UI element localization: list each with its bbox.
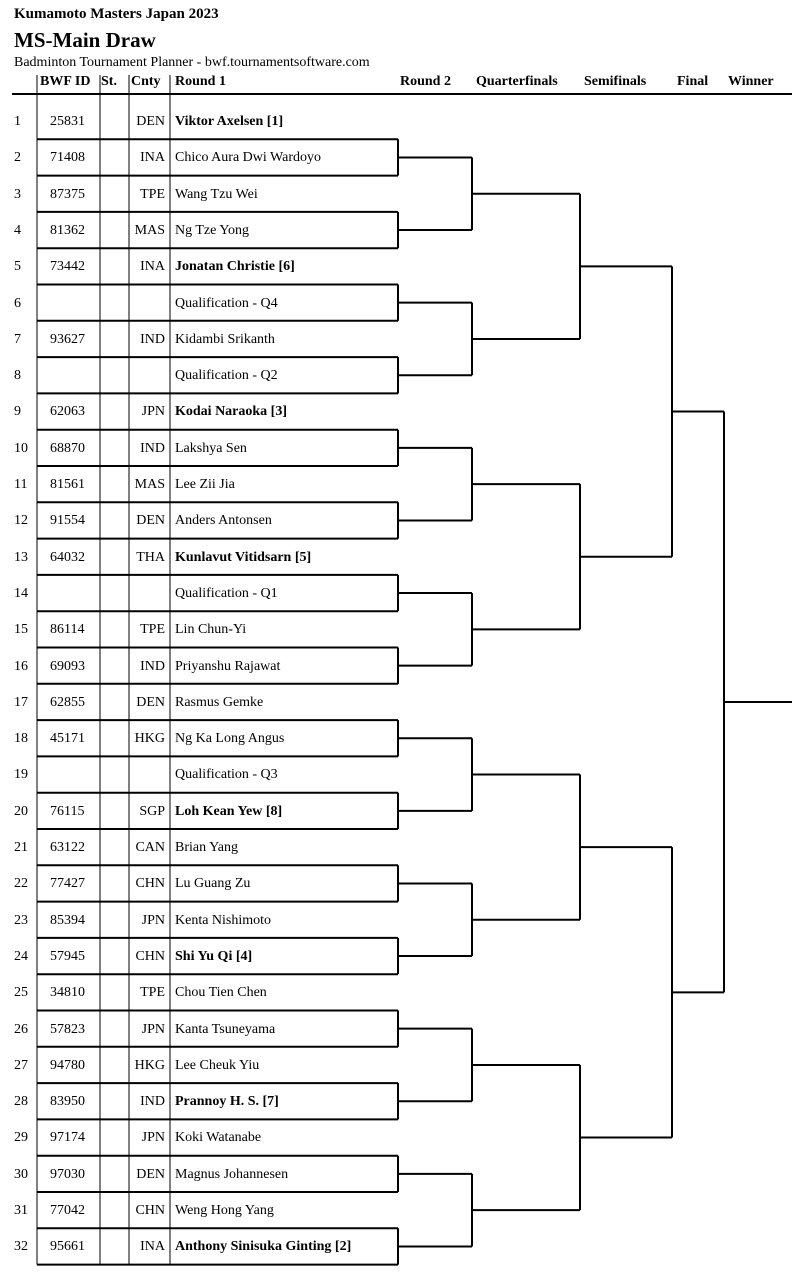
entry-player-name: Jonatan Christie [6] (175, 259, 295, 275)
entry-country: THA (136, 549, 165, 565)
entry-bwf-id: 71408 (50, 150, 85, 166)
entry-bwf-id: 25831 (50, 114, 85, 129)
entry-player-name: Viktor Axelsen [1] (175, 114, 284, 129)
entry-player-name: Wang Tzu Wei (175, 186, 258, 202)
entry-position: 25 (14, 985, 28, 1001)
col-header-round2: Round 2 (400, 74, 451, 89)
col-header-quarterfinals: Quarterfinals (476, 74, 558, 89)
entry-position: 27 (14, 1057, 28, 1073)
entry-country: DEN (136, 1166, 165, 1182)
entry-position: 21 (14, 840, 28, 855)
tournament-title: Kumamoto Masters Japan 2023 (14, 6, 219, 22)
entry-bwf-id: 93627 (50, 331, 85, 347)
entry-position: 23 (14, 912, 28, 928)
entry-player-name: Anders Antonsen (175, 513, 272, 529)
entry-position: 24 (14, 948, 28, 964)
entry-player-name: Lee Cheuk Yiu (175, 1057, 260, 1073)
entry-position: 26 (14, 1021, 28, 1037)
entry-country: IND (140, 331, 165, 347)
entry-position: 12 (14, 513, 28, 529)
col-header-semifinals: Semifinals (584, 74, 647, 89)
entry-bwf-id: 68870 (50, 440, 85, 456)
entry-position: 30 (14, 1166, 28, 1182)
entry-player-name: Kodai Naraoka [3] (175, 404, 287, 420)
entry-bwf-id: 34810 (50, 985, 85, 1001)
entry-country: JPN (141, 912, 165, 928)
entry-country: TPE (140, 622, 165, 638)
entry-player-name: Weng Hong Yang (175, 1203, 274, 1218)
entry-position: 15 (14, 622, 28, 638)
entry-position: 29 (14, 1130, 28, 1146)
entry-country: INA (140, 1239, 165, 1255)
entry-player-name: Brian Yang (175, 840, 239, 855)
entry-player-name: Anthony Sinisuka Ginting [2] (175, 1239, 352, 1255)
entry-position: 7 (14, 331, 21, 347)
entry-player-name: Chico Aura Dwi Wardoyo (175, 150, 321, 166)
entry-bwf-id: 81561 (50, 477, 85, 492)
entry-bwf-id: 94780 (50, 1057, 85, 1073)
entry-position: 18 (14, 731, 28, 747)
entry-player-name: Loh Kean Yew [8] (175, 803, 283, 819)
entry-bwf-id: 76115 (50, 803, 85, 819)
entry-position: 3 (14, 186, 21, 202)
entry-position: 5 (14, 259, 21, 275)
entry-position: 32 (14, 1239, 28, 1255)
entry-country: JPN (141, 404, 165, 420)
entry-country: JPN (141, 1021, 165, 1037)
entry-bwf-id: 62063 (50, 404, 85, 420)
entry-player-name: Koki Watanabe (175, 1130, 262, 1146)
entry-bwf-id: 57945 (50, 948, 85, 964)
col-header-country: Cnty (131, 74, 161, 89)
entry-player-name: Qualification - Q1 (175, 585, 278, 601)
entry-bwf-id: 97030 (50, 1166, 85, 1182)
entry-bwf-id: 77427 (50, 876, 85, 892)
entry-position: 8 (14, 368, 21, 384)
entry-country: SGP (139, 803, 165, 819)
entry-country: DEN (136, 694, 165, 710)
entry-player-name: Ng Tze Yong (175, 222, 250, 238)
entry-position: 19 (14, 767, 28, 783)
entry-country: HKG (134, 731, 165, 747)
entry-player-name: Qualification - Q2 (175, 368, 278, 384)
entry-country: HKG (134, 1057, 165, 1073)
entry-country: DEN (136, 513, 165, 529)
entry-player-name: Qualification - Q4 (175, 295, 278, 311)
entry-player-name: Qualification - Q3 (175, 767, 278, 783)
entry-bwf-id: 87375 (50, 186, 85, 202)
col-header-status: St. (101, 74, 117, 89)
entry-position: 10 (14, 440, 28, 456)
entry-country: IND (140, 1094, 165, 1110)
entry-position: 17 (14, 694, 28, 710)
entry-player-name: Priyanshu Rajawat (175, 658, 281, 674)
entry-bwf-id: 57823 (50, 1021, 85, 1037)
col-header-final: Final (677, 74, 709, 89)
entry-country: INA (140, 150, 165, 166)
entry-player-name: Kanta Tsuneyama (175, 1021, 276, 1037)
entry-country: DEN (136, 114, 165, 129)
entry-player-name: Lee Zii Jia (175, 477, 235, 492)
entry-bwf-id: 69093 (50, 658, 85, 674)
entry-position: 1 (14, 114, 21, 129)
entry-bwf-id: 63122 (50, 840, 85, 855)
entry-position: 2 (14, 150, 21, 166)
entry-country: INA (140, 259, 165, 275)
entry-player-name: Ng Ka Long Angus (175, 731, 285, 747)
entry-position: 4 (14, 222, 21, 238)
entry-player-name: Kenta Nishimoto (175, 912, 272, 928)
entry-position: 14 (14, 585, 28, 601)
entry-bwf-id: 62855 (50, 694, 85, 710)
entry-position: 28 (14, 1094, 28, 1110)
entry-bwf-id: 64032 (50, 549, 85, 565)
entry-bwf-id: 73442 (50, 259, 85, 275)
entry-bwf-id: 81362 (50, 222, 85, 238)
draw-title: MS-Main Draw (14, 28, 156, 52)
source-caption: Badminton Tournament Planner - bwf.tournamentsoftware.com (14, 55, 370, 70)
entry-position: 22 (14, 876, 28, 892)
entry-bwf-id: 95661 (50, 1239, 85, 1255)
entry-player-name: Chou Tien Chen (175, 985, 267, 1001)
entry-bwf-id: 77042 (50, 1203, 85, 1218)
entry-player-name: Lakshya Sen (175, 440, 247, 456)
entry-country: IND (140, 658, 165, 674)
entry-player-name: Rasmus Gemke (175, 694, 264, 710)
entry-player-name: Prannoy H. S. [7] (175, 1094, 279, 1110)
entry-bwf-id: 45171 (50, 731, 85, 747)
entry-position: 31 (14, 1203, 28, 1218)
entry-player-name: Shi Yu Qi [4] (175, 948, 253, 964)
entry-country: TPE (140, 186, 165, 202)
entry-position: 9 (14, 404, 21, 420)
col-header-round1: Round 1 (175, 74, 226, 89)
entry-position: 6 (14, 295, 21, 311)
entry-country: IND (140, 440, 165, 456)
col-header-winner: Winner (728, 74, 774, 89)
entry-country: MAS (134, 477, 165, 492)
entry-country: CHN (135, 1203, 165, 1218)
entry-country: TPE (140, 985, 165, 1001)
entry-country: JPN (141, 1130, 165, 1146)
entry-bwf-id: 91554 (50, 513, 85, 529)
entry-player-name: Lu Guang Zu (175, 876, 251, 892)
entry-country: CHN (135, 948, 165, 964)
entry-position: 20 (14, 803, 28, 819)
entry-player-name: Lin Chun-Yi (175, 622, 247, 638)
entry-player-name: Kunlavut Vitidsarn [5] (175, 549, 312, 565)
entry-bwf-id: 97174 (50, 1130, 85, 1146)
entry-country: CAN (135, 840, 165, 855)
entry-bwf-id: 83950 (50, 1094, 85, 1110)
entry-position: 11 (14, 477, 28, 492)
entry-bwf-id: 85394 (50, 912, 85, 928)
entry-player-name: Magnus Johannesen (175, 1166, 289, 1182)
entry-country: MAS (134, 222, 165, 238)
entry-country: CHN (135, 876, 165, 892)
entry-player-name: Kidambi Srikanth (175, 331, 275, 347)
col-header-bwf-id: BWF ID (40, 74, 91, 89)
entry-bwf-id: 86114 (50, 622, 85, 638)
entry-position: 13 (14, 549, 28, 565)
entry-position: 16 (14, 658, 28, 674)
